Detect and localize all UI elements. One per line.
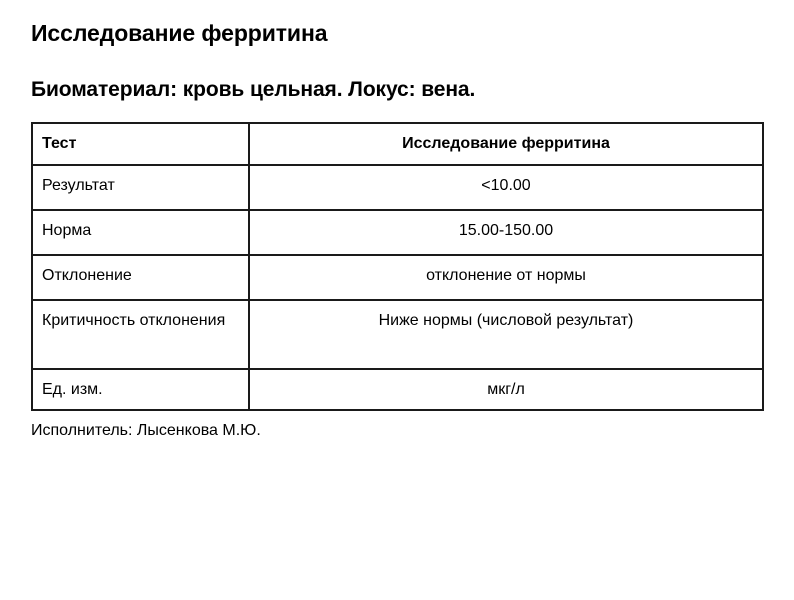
biomaterial-subtitle: Биоматериал: кровь цельная. Локус: вена.	[31, 78, 476, 101]
row-label-cell-criticality	[32, 300, 249, 369]
row-value-cell-norm	[249, 210, 763, 255]
table-row	[32, 300, 763, 369]
row-value-cell-units	[249, 369, 763, 411]
table-row	[32, 369, 763, 411]
table-row	[32, 255, 763, 300]
row-value-cell-result	[249, 165, 763, 210]
table-header-label-test: Тест	[42, 135, 77, 152]
page-title: Исследование ферритина	[31, 20, 328, 46]
row-label-criticality: Критичность отклонения	[42, 311, 226, 329]
table-header-row	[32, 123, 763, 165]
row-label-cell-norm	[32, 210, 249, 255]
table-row	[32, 165, 763, 210]
row-value-criticality: Ниже нормы (числовой результат)	[378, 311, 634, 329]
row-value-result: <10.00	[481, 176, 531, 194]
row-label-cell-units	[32, 369, 249, 411]
row-label-norm: Норма	[42, 221, 92, 239]
table-header-cell-test	[32, 123, 249, 165]
row-value-cell-deviation	[249, 255, 763, 300]
row-value-norm: 15.00-150.00	[458, 221, 554, 239]
table-header-cell-study	[249, 123, 763, 165]
executor-line: Исполнитель: Лысенкова М.Ю.	[31, 422, 261, 439]
table-header-label-study: Исследование ферритина	[402, 135, 610, 152]
row-label-result: Результат	[42, 176, 115, 194]
row-label-units: Ед. изм.	[42, 380, 103, 398]
row-label-cell-deviation	[32, 255, 249, 300]
row-value-units: мкг/л	[487, 380, 525, 398]
table-row	[32, 210, 763, 255]
row-value-deviation: отклонение от нормы	[426, 266, 586, 284]
row-label-cell-result	[32, 165, 249, 210]
ferritin-result-table	[31, 122, 764, 411]
row-value-cell-criticality	[249, 300, 763, 369]
row-label-deviation: Отклонение	[42, 266, 132, 284]
